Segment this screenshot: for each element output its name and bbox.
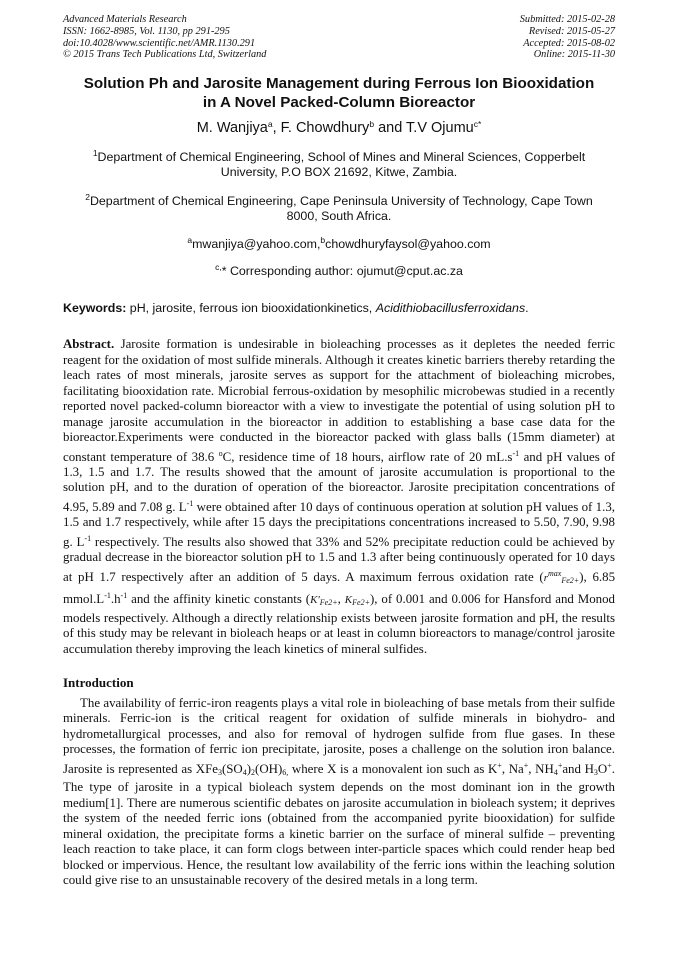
intro-text: (SO (221, 761, 243, 776)
unit-sup: -1 (104, 591, 111, 601)
charge-sup: + (523, 760, 529, 770)
affiliation-2-sup: 2 (85, 191, 90, 202)
degree-sup: o (218, 448, 223, 458)
formula-sub: 2 (251, 767, 256, 777)
abstract-text: respectively. The results also showed that 33% and 52% precipitate reduction could be achieved by gradual decrease in the bioreactor solution pH to 1.5 and 1.3 after being continuously operated for 10 days at pH 1.7 respectively after an addition of 5 days. A maximum ferrous oxidation rate ( (63, 534, 615, 584)
email-b-link[interactable]: chowdhuryfaysol@yahoo.com (325, 237, 491, 252)
charge-sup: + (607, 760, 612, 770)
rate-sup: max (548, 568, 562, 578)
abstract-text: ), of 0.001 and 0.006 for Hansford and Monod models respectively. Although a directly relationship exists between jarosite formation and pH, the results of this study may be relevant in bioleach heaps or at least in column bioreactors to manage/control jarosite accumulation thereby improving the leach kinetics of mineral sulfides. (63, 592, 615, 656)
k2-symbol: K (344, 594, 353, 607)
introduction-paragraph (63, 696, 615, 888)
affiliation-2-line-1: Department of Chemical Engineering, Cape Peninsula University of Technology, Cape Town (89, 193, 593, 208)
corresponding-author-email[interactable]: * Corresponding author: ojumut@cput.ac.za (221, 264, 463, 279)
author-list (63, 115, 615, 137)
unit-sup: -1 (120, 591, 128, 601)
abstract-text: .h (110, 592, 121, 607)
date-accepted: Accepted: 2015-08-02 (523, 37, 615, 49)
journal-copyright: © 2015 Trans Tech Publications Ltd, Switzerland (63, 49, 267, 61)
introduction-heading: Introduction (63, 674, 134, 690)
intro-text: , Na (501, 761, 524, 776)
abstract-text: and pH values of 1.3, 1.5 and 1.7. The results showed that the amount of jarosite accumulation is proportional to the solution pH, and to the duration of operation of the bioreactor. Jarosite precipitation concentrations of 4.95, 5.89 and 7.08 g. L (63, 449, 615, 514)
header-left (63, 14, 266, 61)
k2-sub: Fe2+ (352, 598, 370, 608)
abstract-text: C, residence time of 18 hours, airflow rate of 20 mL.s (222, 449, 513, 464)
abstract-text: and the affinity kinetic constants ( (127, 592, 311, 607)
author-3: T.V Ojumu (406, 120, 474, 137)
page (63, 14, 615, 888)
affiliation-1-sup: 1 (92, 148, 98, 159)
affiliation-2-line-2: 8000, South Africa. (286, 209, 392, 224)
email-a-link[interactable]: mwanjiya@yahoo.com, (192, 237, 321, 252)
abstract-text: Jarosite formation is undesirable in bioleaching processes as it depletes the needed ferric reagent for the oxidation of most sulfide minerals. Although it creates kinetic barriers thereby retarding the leach rates of most minerals, jarosite serves as support for the attachment of bioleaching microbes, facilitating biooxidation rate. Microbial ferrous-oxidation by mesophilic microbewas studied in a recently reported novel packed-column bioreactor with a view to investigate the potential of using solution pH to manage jarosite accumulation in the bioreactor in addition to establishing a base case data for the bioreactor.Experiments were conducted in the bioreactor packed with glass balls (15mm diameter) at constant temperature of 38.6 (63, 337, 615, 464)
intro-text: and H (562, 761, 594, 776)
intro-text: O (597, 761, 608, 776)
formula-sub: 4 (553, 767, 558, 777)
author-sep: , (272, 120, 281, 137)
intro-text: ) (246, 761, 252, 776)
intro-text: The availability of ferric-iron reagents plays a vital role in bioleaching of base metals from their sulfide minerals. Ferric-ion is the critical reagent for oxidation of sulfide minerals in biohydro- and hydrometallurgical processes, and also for removal of hydrogen sulfide from flue gases. In these processes, the formation of ferric ion precipitate, jarosite, poses a challenge on the solution iron balance. Jarosite is represented as XFe (63, 695, 615, 776)
title-line-2: in A Novel Packed-Column Bioreactor (202, 93, 476, 111)
affinity-k1 (310, 594, 338, 606)
rate-sub: Fe2+ (561, 575, 580, 585)
author-2: F. Chowdhury (280, 120, 370, 137)
keywords (63, 301, 615, 315)
formula-sub: 4 (242, 767, 247, 777)
intro-text: . The type of jarosite in a typical bioleach system depends on the most dominant ion in the growth medium[1]. There are numerous scientific debates on jarosite accumulation in bioleach system; it deprives the system of the needed ferric ions (obtained from the accompanied pyrite biooxidation) for sulfide mineral oxidation, the precipitate forms a kinetic barrier on the surface of mineral sulfide – preventing leach reaction to take place, it can form clogs between inter-particle spaces which could render heap bed blocked or impervious. Hence, the resultant low availability of the ferric ions within the leaching solution could give rise to an unsustainable recovery of the desired metals in a long term. (63, 761, 615, 887)
affiliation-1 (63, 146, 615, 181)
date-submitted: Submitted: 2015-02-28 (519, 14, 615, 25)
journal-name: Advanced Materials Research (63, 14, 187, 25)
formula-sub: 3 (217, 767, 222, 777)
unit-sup: -1 (186, 498, 194, 508)
author-1: M. Wanjiya (196, 120, 268, 137)
keywords-text: pH, jarosite, ferrous ion biooxidationkinetics, (126, 301, 376, 316)
author-3-sup: c* (473, 119, 482, 130)
journal-doi[interactable]: doi:10.4028/www.scientific.net/AMR.1130.291 (63, 37, 256, 49)
date-online: Online: 2015-11-30 (533, 49, 615, 61)
charge-sup: + (557, 760, 563, 770)
author-and: and (374, 120, 407, 137)
email-b-sup: b (320, 235, 326, 246)
unit-sup: -1 (84, 533, 92, 543)
formula-sub: 6, (282, 767, 289, 777)
author-1-sup: a (267, 119, 273, 130)
keywords-end: . (525, 301, 529, 316)
title-line-1: Solution Ph and Jarosite Management during Ferrous Ion Biooxidation (83, 75, 595, 93)
keywords-species: Acidithiobacillusferroxidans (375, 301, 526, 316)
abstract-text: were obtained after 10 days of continuous operation at solution pH values of 1.3, 1.5 and 1.7 respectively, while after 15 days the precipitations concentrations increased to 5.50, 7.90, 9.98 g. L (63, 499, 615, 549)
keywords-label: Keywords: (63, 301, 127, 316)
k1-symbol: K' (310, 594, 320, 607)
header-right (520, 14, 615, 61)
affinity-k2 (345, 594, 370, 606)
k1-sub: Fe2+ (319, 598, 338, 608)
email-c-sup: c, (215, 262, 222, 273)
author-emails (63, 233, 615, 279)
charge-sup: + (497, 760, 502, 770)
affiliation-1-line-2: University, P.O BOX 21692, Kitwe, Zambia. (220, 165, 458, 180)
abstract-text: ), 6.85 mmol.L (63, 569, 616, 607)
unit-sup: -1 (512, 448, 520, 458)
formula-sub: 3 (593, 767, 598, 777)
journal-header (63, 14, 615, 61)
rate-r: r (543, 571, 549, 584)
author-2-sup: b (369, 119, 375, 130)
abstract (63, 337, 615, 657)
intro-text: (OH) (255, 761, 283, 776)
intro-text: where X is a monovalent ion such as K (288, 761, 498, 776)
abstract-text: , (337, 592, 345, 607)
date-revised: Revised: 2015-05-27 (528, 25, 615, 37)
affiliation-2 (63, 190, 615, 225)
rate-symbol (543, 568, 580, 585)
abstract-label: Abstract. (63, 337, 115, 352)
intro-text: , NH (528, 761, 554, 776)
affiliation-1-line-1: Department of Chemical Engineering, School of Mines and Mineral Sciences, Copperbelt (97, 150, 586, 165)
journal-issn: ISSN: 1662-8985, Vol. 1130, pp 291-295 (63, 25, 230, 37)
email-a-sup: a (187, 235, 193, 246)
paper-title (63, 75, 615, 112)
